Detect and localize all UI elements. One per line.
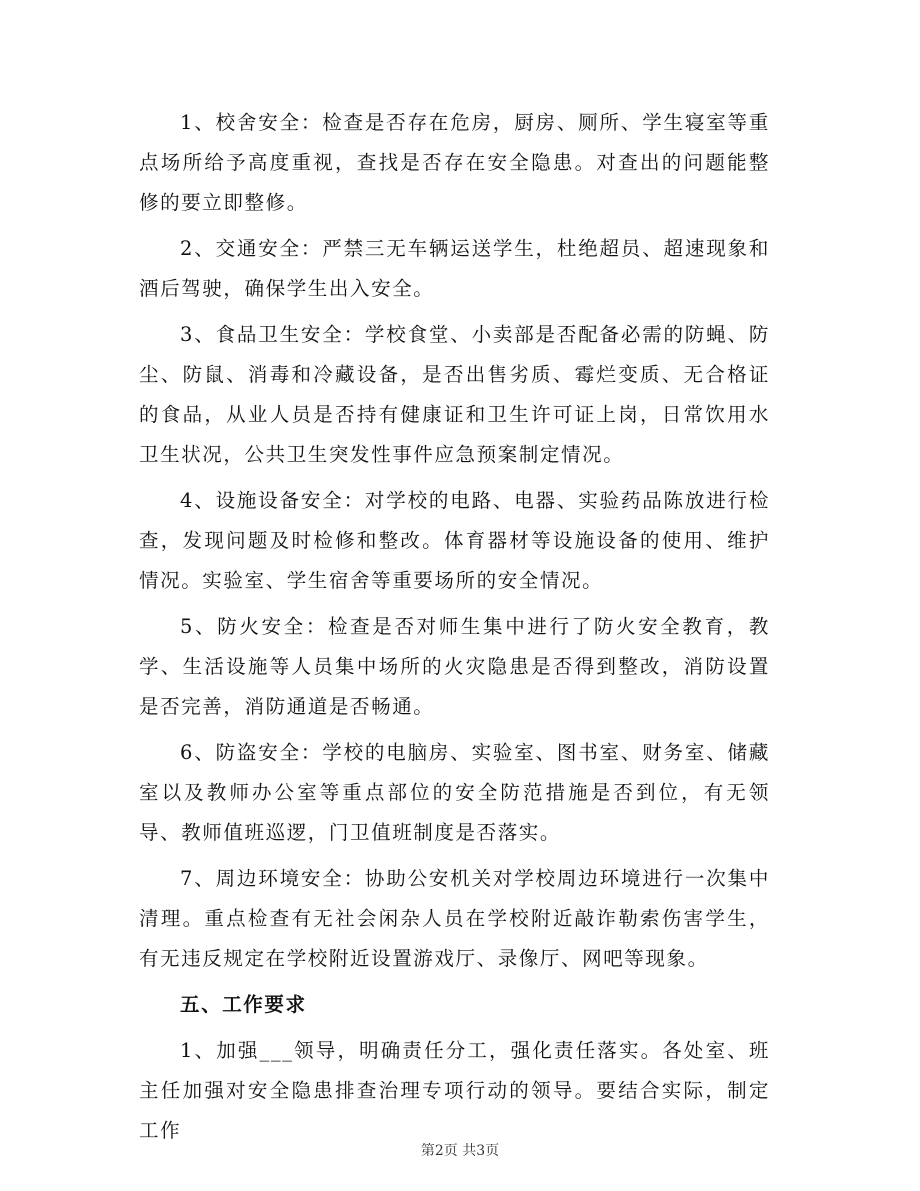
document-body [139,103,770,1157]
paragraph-theft-prevention-safety: 6、防盗安全：学校的电脑房、实验室、图书室、财务室、储藏室以及教师办公室等重点部位的安全防范措施是否到位，有无领导、教师值班巡逻，门卫值班制度是否落实。 [139,741,770,844]
paragraph-school-building-safety: 1、校舍安全：检查是否存在危房，厨房、厕所、学生寝室等重点场所给予高度重视，查找是否存在安全隐患。对查出的问题能整修的要立即整修。 [139,111,770,214]
paragraph-fire-safety: 5、防火安全：检查是否对师生集中进行了防火安全教育，教学、生活设施等人员集中场所的火灾隐患是否得到整改，消防设置是否完善，消防通道是否畅通。 [139,615,770,718]
section-heading-work-requirements: 五、工作要求 [180,993,307,1016]
paragraph-traffic-safety: 2、交通安全：严禁三无车辆运送学生，杜绝超员、超速现象和酒后驾驶，确保学生出入安全。 [139,237,770,300]
paragraph-food-hygiene-safety: 3、食品卫生安全：学校食堂、小卖部是否配备必需的防蝇、防尘、防鼠、消毒和冷藏设备，是否出售劣质、霉烂变质、无合格证的食品，从业人员是否持有健康证和卫生许可证上岗，日常饮用水卫生状况，公共卫生突发性事件应急预案制定情况。 [139,323,770,466]
paragraph-strengthen-leadership: 1、加强___领导，明确责任分工，强化责任落实。各处室、班主任加强对安全隐患排查治理专项行动的领导。要结合实际，制定工作 [139,1039,770,1142]
page-number-footer: 第2页 共3页 [420,1143,500,1159]
paragraph-facility-equipment-safety: 4、设施设备安全：对学校的电路、电器、实验药品陈放进行检查，发现问题及时检修和整改。体育器材等设施设备的使用、维护情况。实验室、学生宿舍等重要场所的安全情况。 [139,489,770,592]
paragraph-surrounding-environment-safety: 7、周边环境安全：协助公安机关对学校周边环境进行一次集中清理。重点检查有无社会闲杂人员在学校附近敲诈勒索伤害学生，有无违反规定在学校附近设置游戏厅、录像厅、网吧等现象。 [139,867,770,970]
